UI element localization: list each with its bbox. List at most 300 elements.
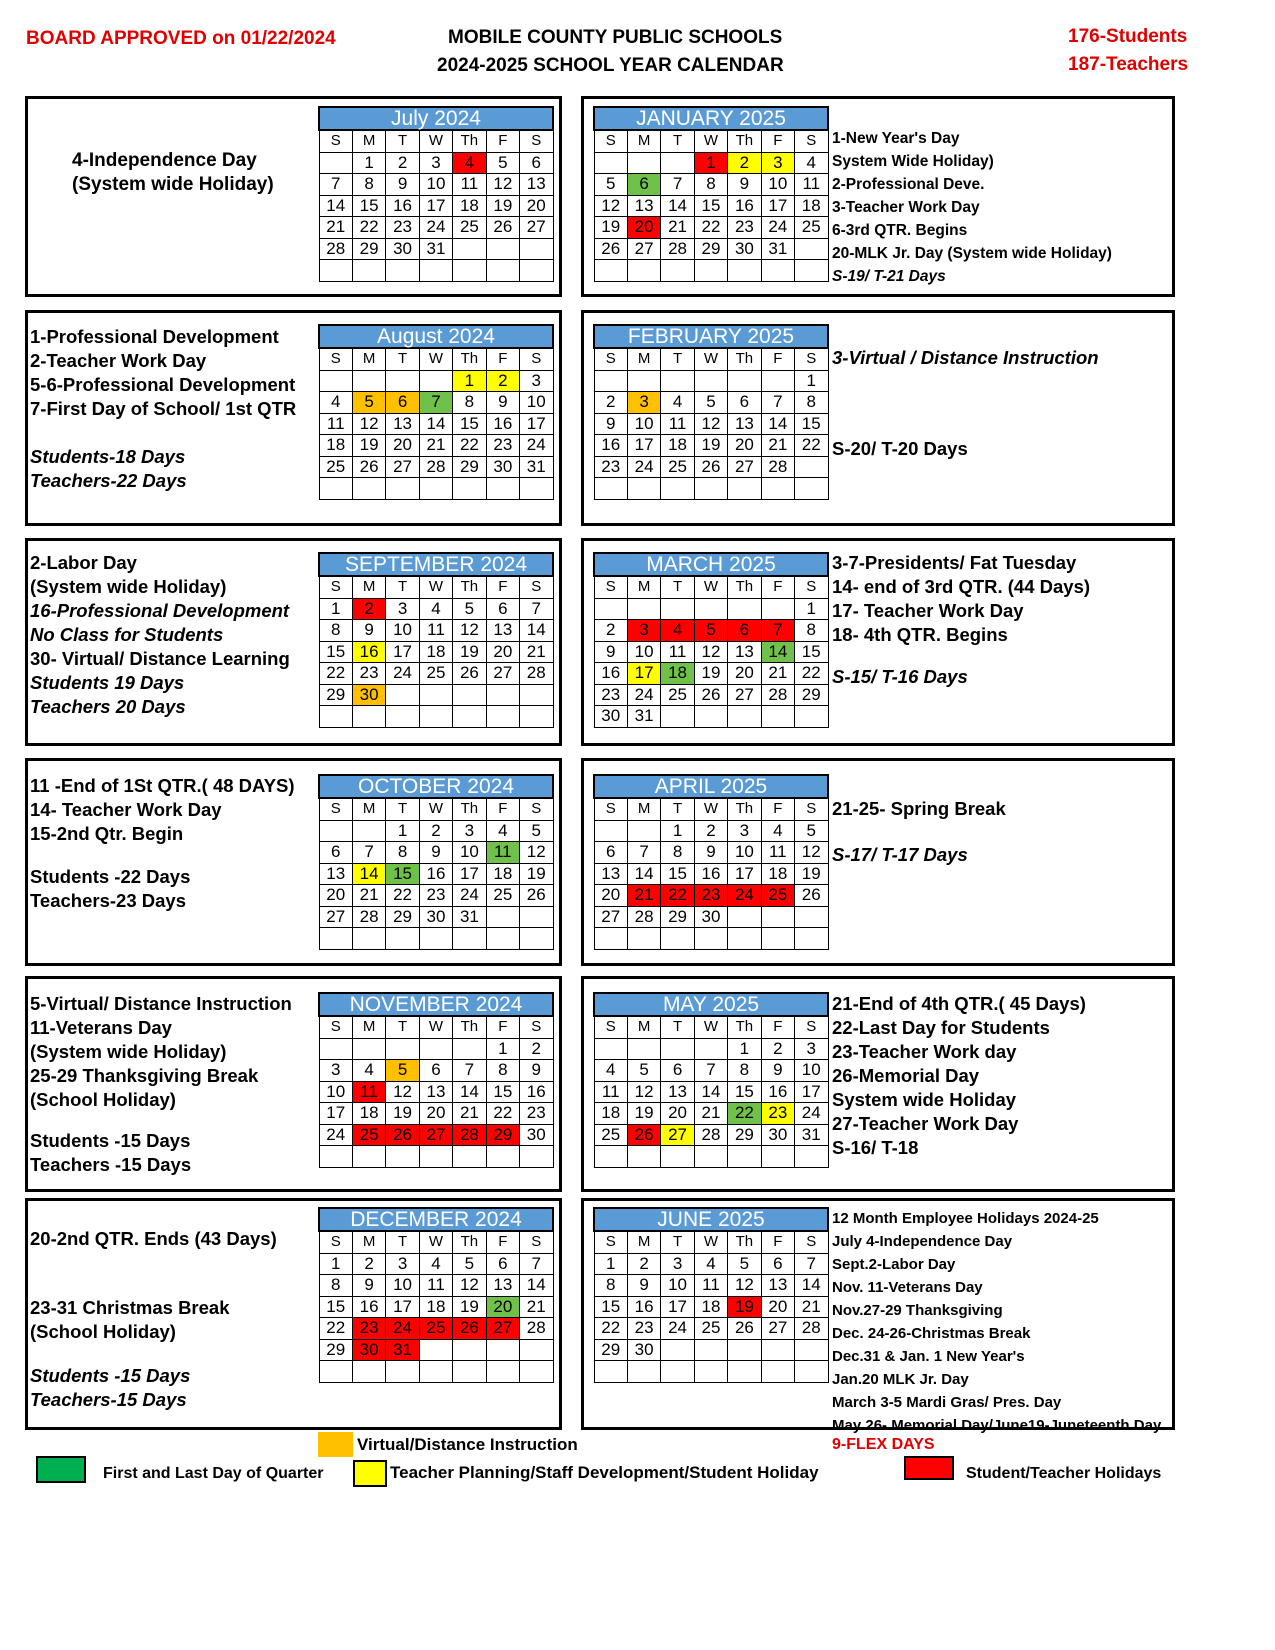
note-line: Teachers-22 Days [30, 470, 187, 491]
weekday-header: F [486, 576, 519, 598]
note-line [30, 421, 296, 445]
weekday-header: M [352, 798, 385, 820]
empty-cell [627, 370, 660, 392]
legend-virtual-label: Virtual/Distance Instruction [357, 1435, 578, 1454]
day-cell: 9 [594, 413, 627, 435]
note-line: S-15/ T-16 Days [832, 666, 968, 687]
day-cell: 22 [728, 1103, 761, 1125]
day-cell: 3 [319, 1060, 352, 1082]
weekday-header: Th [728, 576, 761, 598]
teachers-total: 187-Teachers [1068, 54, 1189, 75]
note-line: 18- 4th QTR. Begins [832, 624, 1008, 645]
empty-cell [486, 706, 519, 728]
day-cell: 24 [520, 435, 553, 457]
day-cell: 1 [386, 820, 419, 842]
day-cell: 7 [661, 174, 694, 196]
day-cell: 3 [386, 598, 419, 620]
empty-cell [453, 478, 486, 500]
day-cell: 17 [661, 1296, 694, 1318]
day-cell: 16 [594, 435, 627, 457]
weekday-header: S [795, 798, 828, 820]
calendar-september-2024 [318, 552, 554, 728]
day-cell: 25 [352, 1124, 385, 1146]
day-cell: 31 [795, 1124, 828, 1146]
note-line: 4-Independence Day [72, 150, 257, 171]
empty-cell [319, 370, 352, 392]
empty-cell [795, 260, 828, 282]
day-cell: 13 [386, 413, 419, 435]
day-cell: 17 [728, 863, 761, 885]
day-cell: 21 [627, 885, 660, 907]
day-cell: 24 [627, 456, 660, 478]
day-cell: 27 [419, 1124, 452, 1146]
empty-cell [453, 238, 486, 260]
day-cell: 14 [419, 413, 452, 435]
empty-cell [795, 706, 828, 728]
weekday-header: S [594, 348, 627, 370]
weekday-header: Th [453, 576, 486, 598]
day-cell: 30 [486, 456, 519, 478]
day-cell: 7 [520, 1253, 553, 1275]
day-cell: 24 [795, 1103, 828, 1125]
note-line: 1-Professional Development [30, 326, 279, 347]
note-line: 3-Teacher Work Day [832, 199, 980, 216]
day-cell: 10 [795, 1060, 828, 1082]
day-cell: 2 [728, 152, 761, 174]
empty-cell [352, 1361, 385, 1383]
day-cell: 16 [694, 863, 727, 885]
day-cell: 17 [386, 1296, 419, 1318]
day-cell: 20 [594, 885, 627, 907]
empty-cell [728, 370, 761, 392]
empty-cell [661, 598, 694, 620]
note-line: 21-End of 4th QTR.( 45 Days) [832, 993, 1086, 1014]
empty-cell [319, 152, 352, 174]
empty-cell [627, 152, 660, 174]
day-cell: 30 [627, 1339, 660, 1361]
empty-cell [486, 238, 519, 260]
day-cell: 29 [661, 906, 694, 928]
day-cell: 12 [627, 1081, 660, 1103]
calendar-october-2024 [318, 774, 554, 950]
day-cell: 21 [694, 1103, 727, 1125]
day-cell: 7 [761, 392, 794, 414]
day-cell: 6 [594, 842, 627, 864]
day-cell: 30 [694, 906, 727, 928]
day-cell: 27 [386, 456, 419, 478]
day-cell: 13 [728, 641, 761, 663]
notes-september [30, 551, 290, 719]
empty-cell [386, 260, 419, 282]
day-cell: 29 [694, 238, 727, 260]
day-cell: 2 [694, 820, 727, 842]
day-cell: 13 [627, 195, 660, 217]
note-line: 23-31 Christmas Break [30, 1297, 230, 1318]
calendar-march-2025 [593, 552, 829, 728]
day-cell: 3 [386, 1253, 419, 1275]
day-cell: 18 [795, 195, 828, 217]
empty-cell [761, 706, 794, 728]
day-cell: 9 [520, 1060, 553, 1082]
empty-cell [486, 684, 519, 706]
empty-cell [594, 820, 627, 842]
note-line: 11 -End of 1St QTR.( 48 DAYS) [30, 775, 295, 796]
day-cell: 4 [594, 1060, 627, 1082]
day-cell: 5 [594, 174, 627, 196]
empty-cell [386, 684, 419, 706]
day-cell: 12 [386, 1081, 419, 1103]
empty-cell [453, 1038, 486, 1060]
note-line: System Wide Holiday) [832, 153, 994, 170]
weekday-header: Th [728, 1016, 761, 1038]
day-cell: 21 [453, 1103, 486, 1125]
day-cell: 10 [627, 413, 660, 435]
day-cell: 27 [728, 684, 761, 706]
day-cell: 22 [661, 885, 694, 907]
empty-cell [694, 370, 727, 392]
day-cell: 26 [352, 456, 385, 478]
day-cell: 1 [728, 1038, 761, 1060]
day-cell: 18 [661, 435, 694, 457]
calendar-january-2025 [593, 106, 829, 282]
day-cell: 5 [627, 1060, 660, 1082]
calendar-november-2024 [318, 992, 554, 1168]
day-cell: 23 [386, 217, 419, 239]
legend-quarter-label: First and Last Day of Quarter [103, 1465, 324, 1482]
day-cell: 17 [795, 1081, 828, 1103]
weekday-header: F [761, 798, 794, 820]
day-cell: 15 [352, 195, 385, 217]
notes-july [72, 149, 274, 197]
weekday-header: S [594, 130, 627, 152]
empty-cell [795, 456, 828, 478]
empty-cell [486, 1361, 519, 1383]
day-cell: 4 [761, 820, 794, 842]
note-line: 21-25- Spring Break [832, 798, 1006, 819]
day-cell: 15 [795, 641, 828, 663]
day-cell: 3 [728, 820, 761, 842]
day-cell: 27 [486, 1318, 519, 1340]
notes-april-days [832, 843, 968, 867]
day-cell: 25 [795, 217, 828, 239]
day-cell: 22 [594, 1318, 627, 1340]
weekday-header: W [694, 576, 727, 598]
day-cell: 15 [453, 413, 486, 435]
weekday-header: F [761, 130, 794, 152]
day-cell: 5 [694, 392, 727, 414]
day-cell: 27 [594, 906, 627, 928]
day-cell: 22 [795, 663, 828, 685]
day-cell: 6 [486, 598, 519, 620]
day-cell: 30 [352, 1339, 385, 1361]
empty-cell [419, 1361, 452, 1383]
empty-cell [661, 1146, 694, 1168]
empty-cell [386, 370, 419, 392]
weekday-header: F [761, 1231, 794, 1253]
day-cell: 19 [486, 195, 519, 217]
day-cell: 11 [419, 1275, 452, 1297]
day-cell: 29 [795, 684, 828, 706]
day-cell: 9 [352, 620, 385, 642]
day-cell: 26 [386, 1124, 419, 1146]
day-cell: 20 [486, 641, 519, 663]
day-cell: 24 [453, 885, 486, 907]
notes-august [30, 325, 296, 493]
day-cell: 23 [352, 663, 385, 685]
day-cell: 14 [627, 863, 660, 885]
empty-cell [594, 478, 627, 500]
day-cell: 14 [661, 195, 694, 217]
weekday-header: W [419, 1016, 452, 1038]
empty-cell [386, 1146, 419, 1168]
day-cell: 8 [594, 1275, 627, 1297]
day-cell: 11 [419, 620, 452, 642]
day-cell: 3 [661, 1253, 694, 1275]
weekday-header: S [520, 130, 553, 152]
day-cell: 8 [319, 1275, 352, 1297]
day-cell: 11 [661, 641, 694, 663]
empty-cell [520, 1339, 553, 1361]
empty-cell [419, 1146, 452, 1168]
day-cell: 11 [694, 1275, 727, 1297]
weekday-header: Th [728, 798, 761, 820]
notes-june-holidays [832, 1207, 1161, 1437]
empty-cell [486, 478, 519, 500]
day-cell: 7 [319, 174, 352, 196]
day-cell: 30 [352, 684, 385, 706]
calendar-august-2024 [318, 324, 554, 500]
day-cell: 16 [352, 1296, 385, 1318]
note-line: 2-Professional Deve. [832, 176, 985, 193]
day-cell: 28 [661, 238, 694, 260]
day-cell: 21 [520, 1296, 553, 1318]
day-cell: 15 [594, 1296, 627, 1318]
empty-cell [386, 1038, 419, 1060]
weekday-header: W [694, 1016, 727, 1038]
empty-cell [419, 1038, 452, 1060]
day-cell: 11 [453, 174, 486, 196]
day-cell: 4 [319, 392, 352, 414]
day-cell: 10 [419, 174, 452, 196]
day-cell: 24 [627, 684, 660, 706]
day-cell: 24 [761, 217, 794, 239]
day-cell: 21 [520, 641, 553, 663]
empty-cell [319, 820, 352, 842]
day-cell: 8 [453, 392, 486, 414]
day-cell: 21 [319, 217, 352, 239]
empty-cell [661, 478, 694, 500]
day-cell: 16 [419, 863, 452, 885]
empty-cell [795, 1146, 828, 1168]
empty-cell [661, 706, 694, 728]
empty-cell [352, 820, 385, 842]
empty-cell [594, 370, 627, 392]
legend-virtual-swatch [318, 1432, 353, 1457]
day-cell: 31 [419, 238, 452, 260]
empty-cell [728, 1361, 761, 1383]
day-cell: 26 [453, 1318, 486, 1340]
note-line: Teachers 20 Days [30, 696, 186, 717]
empty-cell [728, 928, 761, 950]
month-title: OCTOBER 2024 [319, 775, 553, 798]
day-cell: 20 [319, 885, 352, 907]
weekday-header: S [520, 1231, 553, 1253]
day-cell: 10 [453, 842, 486, 864]
notes-november [30, 992, 292, 1112]
note-line: S-20/ T-20 Days [832, 438, 968, 459]
empty-cell [694, 706, 727, 728]
day-cell: 17 [761, 195, 794, 217]
day-cell: 20 [386, 435, 419, 457]
day-cell: 28 [419, 456, 452, 478]
day-cell: 12 [352, 413, 385, 435]
empty-cell [661, 1038, 694, 1060]
notes-april [832, 797, 1006, 821]
day-cell: 15 [661, 863, 694, 885]
day-cell: 26 [627, 1124, 660, 1146]
day-cell: 3 [453, 820, 486, 842]
notes-october [30, 774, 295, 846]
day-cell: 1 [661, 820, 694, 842]
empty-cell [627, 598, 660, 620]
day-cell: 4 [661, 620, 694, 642]
day-cell: 31 [386, 1339, 419, 1361]
day-cell: 7 [453, 1060, 486, 1082]
day-cell: 19 [795, 863, 828, 885]
day-cell: 15 [319, 1296, 352, 1318]
note-line: 14- end of 3rd QTR. (44 Days) [832, 576, 1091, 597]
empty-cell [386, 478, 419, 500]
weekday-header: W [419, 130, 452, 152]
day-cell: 11 [795, 174, 828, 196]
day-cell: 6 [728, 620, 761, 642]
day-cell: 2 [627, 1253, 660, 1275]
empty-cell [352, 260, 385, 282]
day-cell: 13 [761, 1275, 794, 1297]
empty-cell [319, 1146, 352, 1168]
weekday-header: Th [728, 1231, 761, 1253]
day-cell: 3 [520, 370, 553, 392]
day-cell: 7 [795, 1253, 828, 1275]
note-line: S-17/ T-17 Days [832, 844, 968, 865]
day-cell: 2 [520, 1038, 553, 1060]
note-line: 27-Teacher Work Day [832, 1113, 1019, 1134]
empty-cell [761, 370, 794, 392]
weekday-header: M [352, 1231, 385, 1253]
day-cell: 3 [627, 620, 660, 642]
weekday-header: T [661, 576, 694, 598]
day-cell: 6 [486, 1253, 519, 1275]
note-line: Students-18 Days [30, 446, 186, 467]
day-cell: 28 [352, 906, 385, 928]
weekday-header: S [520, 348, 553, 370]
note-line: March 3-5 Mardi Gras/ Pres. Day [832, 1394, 1062, 1411]
day-cell: 24 [661, 1318, 694, 1340]
note-line: Students -22 Days [30, 866, 191, 887]
empty-cell [486, 928, 519, 950]
day-cell: 11 [761, 842, 794, 864]
note-line: (System wide Holiday) [30, 1041, 227, 1062]
day-cell: 15 [319, 641, 352, 663]
day-cell: 8 [728, 1060, 761, 1082]
day-cell: 14 [694, 1081, 727, 1103]
weekday-header: T [661, 1231, 694, 1253]
day-cell: 5 [486, 152, 519, 174]
day-cell: 14 [319, 195, 352, 217]
day-cell: 23 [761, 1103, 794, 1125]
empty-cell [486, 1339, 519, 1361]
day-cell: 18 [594, 1103, 627, 1125]
day-cell: 13 [728, 413, 761, 435]
empty-cell [795, 906, 828, 928]
weekday-header: T [386, 576, 419, 598]
day-cell: 12 [694, 413, 727, 435]
empty-cell [728, 260, 761, 282]
day-cell: 23 [486, 435, 519, 457]
day-cell: 1 [795, 370, 828, 392]
weekday-header: M [352, 1016, 385, 1038]
note-line: Nov.27-29 Thanksgiving [832, 1302, 1003, 1319]
weekday-header: M [627, 1231, 660, 1253]
day-cell: 12 [486, 174, 519, 196]
notes-december-break [30, 1296, 230, 1344]
day-cell: 3 [419, 152, 452, 174]
empty-cell [352, 1038, 385, 1060]
empty-cell [453, 1339, 486, 1361]
note-line: Students -15 Days [30, 1130, 191, 1151]
day-cell: 22 [694, 217, 727, 239]
day-cell: 27 [319, 906, 352, 928]
day-cell: 6 [761, 1253, 794, 1275]
day-cell: 9 [761, 1060, 794, 1082]
note-line: 11-Veterans Day [30, 1017, 172, 1038]
weekday-header: S [594, 1016, 627, 1038]
empty-cell [520, 906, 553, 928]
day-cell: 20 [661, 1103, 694, 1125]
day-cell: 25 [486, 885, 519, 907]
note-line: 6-3rd QTR. Begins [832, 222, 968, 239]
day-cell: 25 [419, 1318, 452, 1340]
day-cell: 21 [761, 435, 794, 457]
note-line: 26-Memorial Day [832, 1065, 980, 1086]
empty-cell [761, 598, 794, 620]
weekday-header: W [419, 348, 452, 370]
day-cell: 12 [728, 1275, 761, 1297]
empty-cell [520, 1361, 553, 1383]
note-line: Teachers-23 Days [30, 890, 186, 911]
weekday-header: S [594, 1231, 627, 1253]
weekday-header: T [661, 130, 694, 152]
day-cell: 25 [319, 456, 352, 478]
empty-cell [694, 598, 727, 620]
day-cell: 19 [694, 663, 727, 685]
day-cell: 10 [319, 1081, 352, 1103]
day-cell: 18 [419, 1296, 452, 1318]
day-cell: 27 [486, 663, 519, 685]
day-cell: 25 [453, 217, 486, 239]
day-cell: 23 [694, 885, 727, 907]
day-cell: 29 [386, 906, 419, 928]
day-cell: 1 [352, 152, 385, 174]
day-cell: 28 [795, 1318, 828, 1340]
weekday-header: F [761, 1016, 794, 1038]
empty-cell [761, 478, 794, 500]
day-cell: 31 [761, 238, 794, 260]
day-cell: 20 [761, 1296, 794, 1318]
empty-cell [661, 152, 694, 174]
day-cell: 16 [728, 195, 761, 217]
day-cell: 13 [661, 1081, 694, 1103]
